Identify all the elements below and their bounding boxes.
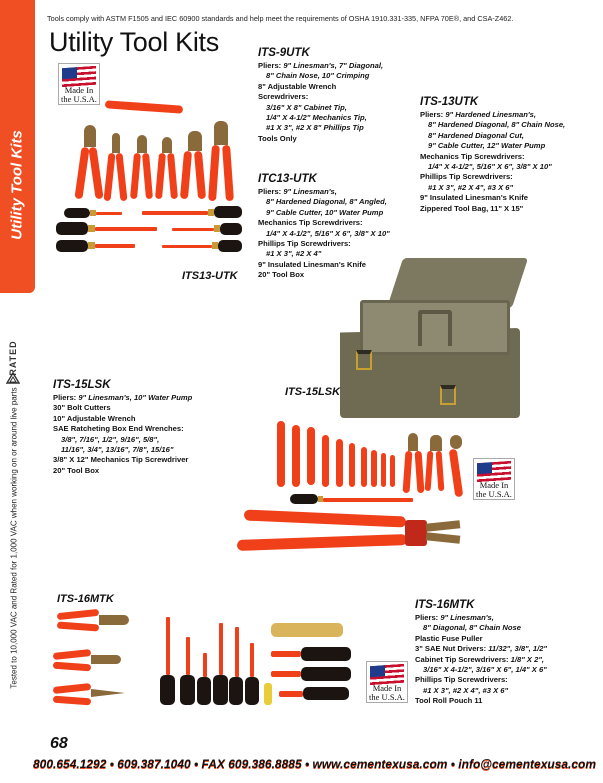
badge-text: the U.S.A. <box>369 691 405 702</box>
usa-flag-icon <box>62 66 96 87</box>
kit-line: 3/8", 7/16", 1/2", 9/16", 5/8", <box>61 434 160 444</box>
image-label-its13-utk: ITS13-UTK <box>182 270 238 282</box>
kit-line: 20" Tool Box <box>258 270 305 280</box>
kit-line: Phillips Tip Screwdrivers: <box>415 675 508 685</box>
kit-line: 8" Hardened Diagonal Cut, <box>428 130 525 140</box>
kit-line: 9" Cable Cutter, 12" Water Pump <box>428 141 546 151</box>
badge-text: the U.S.A. <box>476 488 512 499</box>
kit-line-value: 1/8" X 2", <box>510 654 545 664</box>
kit-line-value: 11/32", 3/8", 1/2" <box>488 644 548 654</box>
kit-line-label: Pliers: <box>53 393 79 402</box>
kit-line: Screwdrivers: <box>258 92 309 102</box>
kit-line-label: Pliers: <box>420 110 446 119</box>
kit-its-16mtk <box>415 598 603 707</box>
latch-icon <box>356 350 372 370</box>
page-title: Utility Tool Kits <box>49 27 219 57</box>
kit-line: 8" Hardened Diagonal, 8" Chain Nose, <box>428 120 566 130</box>
kit-line: Phillips Tip Screwdrivers: <box>420 172 513 182</box>
kit-line: 3/8" X 12" Mechanics Tip Screwdriver <box>53 455 189 465</box>
made-in-usa-badge <box>366 661 408 703</box>
kit-line-value: 9" Linesman's, <box>440 613 494 622</box>
kit-line-label: 3" SAE Nut Drivers: <box>415 644 489 654</box>
kit-line: 3/16" X 8" Cabinet Tip, <box>266 102 347 112</box>
kit-line: 20" Tool Box <box>53 465 100 475</box>
badge-text: Made In <box>64 85 94 95</box>
knife-icon <box>105 100 183 113</box>
kit-line: 3/16" X 4-1/2", 3/16" X 6", 1/4" X 6" <box>423 665 547 675</box>
kit-line: Phillips Tip Screwdrivers: <box>258 239 351 249</box>
usa-flag-icon <box>477 461 511 482</box>
kit-line: Tools Only <box>258 133 297 143</box>
kit-line: 1/4" X 4-1/2", 5/16" X 6", 3/8" X 10" <box>266 228 390 238</box>
kit-its-15lsk <box>53 378 253 476</box>
kit-line: SAE Ratcheting Box End Wrenches: <box>53 424 184 434</box>
kit-line: 9" Insulated Linesman's Knife <box>420 193 528 203</box>
kit-line: 11/16", 3/4", 13/16", 7/8", 15/16" <box>61 445 174 455</box>
its16-mtk-product-image <box>55 605 365 715</box>
kit-line-label: Cabinet Tip Screwdrivers: <box>415 654 511 664</box>
kit-line: 9" Cable Cutter, 10" Water Pump <box>266 207 384 217</box>
kit-line: Zippered Tool Bag, 11" X 15" <box>420 203 524 213</box>
kit-line: 10" Adjustable Wrench <box>53 413 136 423</box>
kit-line: #1 X 3", #2 X 8" Phillips Tip <box>266 123 364 133</box>
section-tab <box>0 0 35 293</box>
kit-line: Mechanics Tip Screwdrivers: <box>258 218 363 228</box>
kit-line-label: Pliers: <box>258 187 284 196</box>
kit-line-value: 9" Linesman's, 10" Water Pump <box>78 393 193 402</box>
kit-title: ITS-15LSK <box>53 379 111 391</box>
image-label-its16-mtk: ITS-16MTK <box>57 593 114 605</box>
kit-title: ITC13-UTK <box>258 173 317 185</box>
kit-line-value: 9" Linesman's, 7" Diagonal, <box>283 61 384 70</box>
kit-line-label: Pliers: <box>258 61 284 70</box>
kit-line: 8" Diagonal, 8" Chain Nose <box>423 623 521 633</box>
kit-title: ITS-16MTK <box>415 599 475 611</box>
usa-flag-icon <box>370 664 404 685</box>
kit-line-label: Pliers: <box>415 613 441 622</box>
kit-line: 1/4" X 4-1/2", 5/16" X 6", 3/8" X 10" <box>428 162 552 172</box>
kit-title: ITS-13UTK <box>420 96 479 108</box>
kit-line: 8" Adjustable Wrench <box>258 81 337 91</box>
kit-line: #1 X 3", #2 X 4", #3 X 6" <box>428 182 514 192</box>
kit-line: #1 X 3", #2 X 4", #3 X 6" <box>423 685 509 695</box>
kit-line: Tool Roll Pouch 11 <box>415 696 483 706</box>
page-number: 68 <box>50 735 68 752</box>
compliance-note: Tools comply with ASTM F1505 and IEC 60900 standards and help meet the requirements of OSHA 1910.331-335, NFPA 70E®, and CSA-Z462. <box>47 14 514 23</box>
warning-triangle-icon <box>6 372 20 384</box>
rated-logo: RATED <box>8 340 18 376</box>
toolbox-handle <box>418 310 452 346</box>
section-tab-label: Utility Tool Kits <box>8 130 26 240</box>
voltage-rating-note: Tested to 10,000 VAC and Rated for 1,000 VAC when working on or around live parts <box>9 387 19 689</box>
kit-its-9utk <box>258 46 438 144</box>
kit-line: Mechanics Tip Screwdrivers: <box>420 151 525 161</box>
kit-its-13utk <box>420 95 600 214</box>
kit-line: 1/4" X 4-1/2" Mechanics Tip, <box>266 113 367 123</box>
kit-line-value: 9" Hardened Linesman's, <box>445 110 536 119</box>
kit-line: 8" Hardened Diagonal, 8" Angled, <box>266 197 387 207</box>
kit-line-value: 9" Linesman's, <box>283 187 337 196</box>
kit-line: 9" Insulated Linesman's Knife <box>258 259 366 269</box>
kit-line: 30" Bolt Cutters <box>53 403 111 413</box>
its13-utk-product-image <box>50 95 250 295</box>
made-in-usa-badge <box>473 458 515 500</box>
fuse-puller-icon <box>271 623 343 637</box>
kit-line: Plastic Fuse Puller <box>415 633 483 643</box>
contact-info: 800.654.1292 • 609.387.1040 • FAX 609.386.8885 • www.cementexusa.com • info@cementexusa.com <box>33 757 597 771</box>
badge-text: Made In <box>372 683 402 693</box>
image-label-its15-lsk: ITS-15LSK <box>285 386 341 398</box>
badge-text: the U.S.A. <box>61 93 97 104</box>
kit-line: #1 X 3", #2 X 4" <box>266 249 322 259</box>
kit-line: 8" Chain Nose, 10" Crimping <box>266 71 370 81</box>
kit-title: ITS-9UTK <box>258 47 310 59</box>
latch-icon <box>440 385 456 405</box>
badge-text: Made In <box>479 480 509 490</box>
